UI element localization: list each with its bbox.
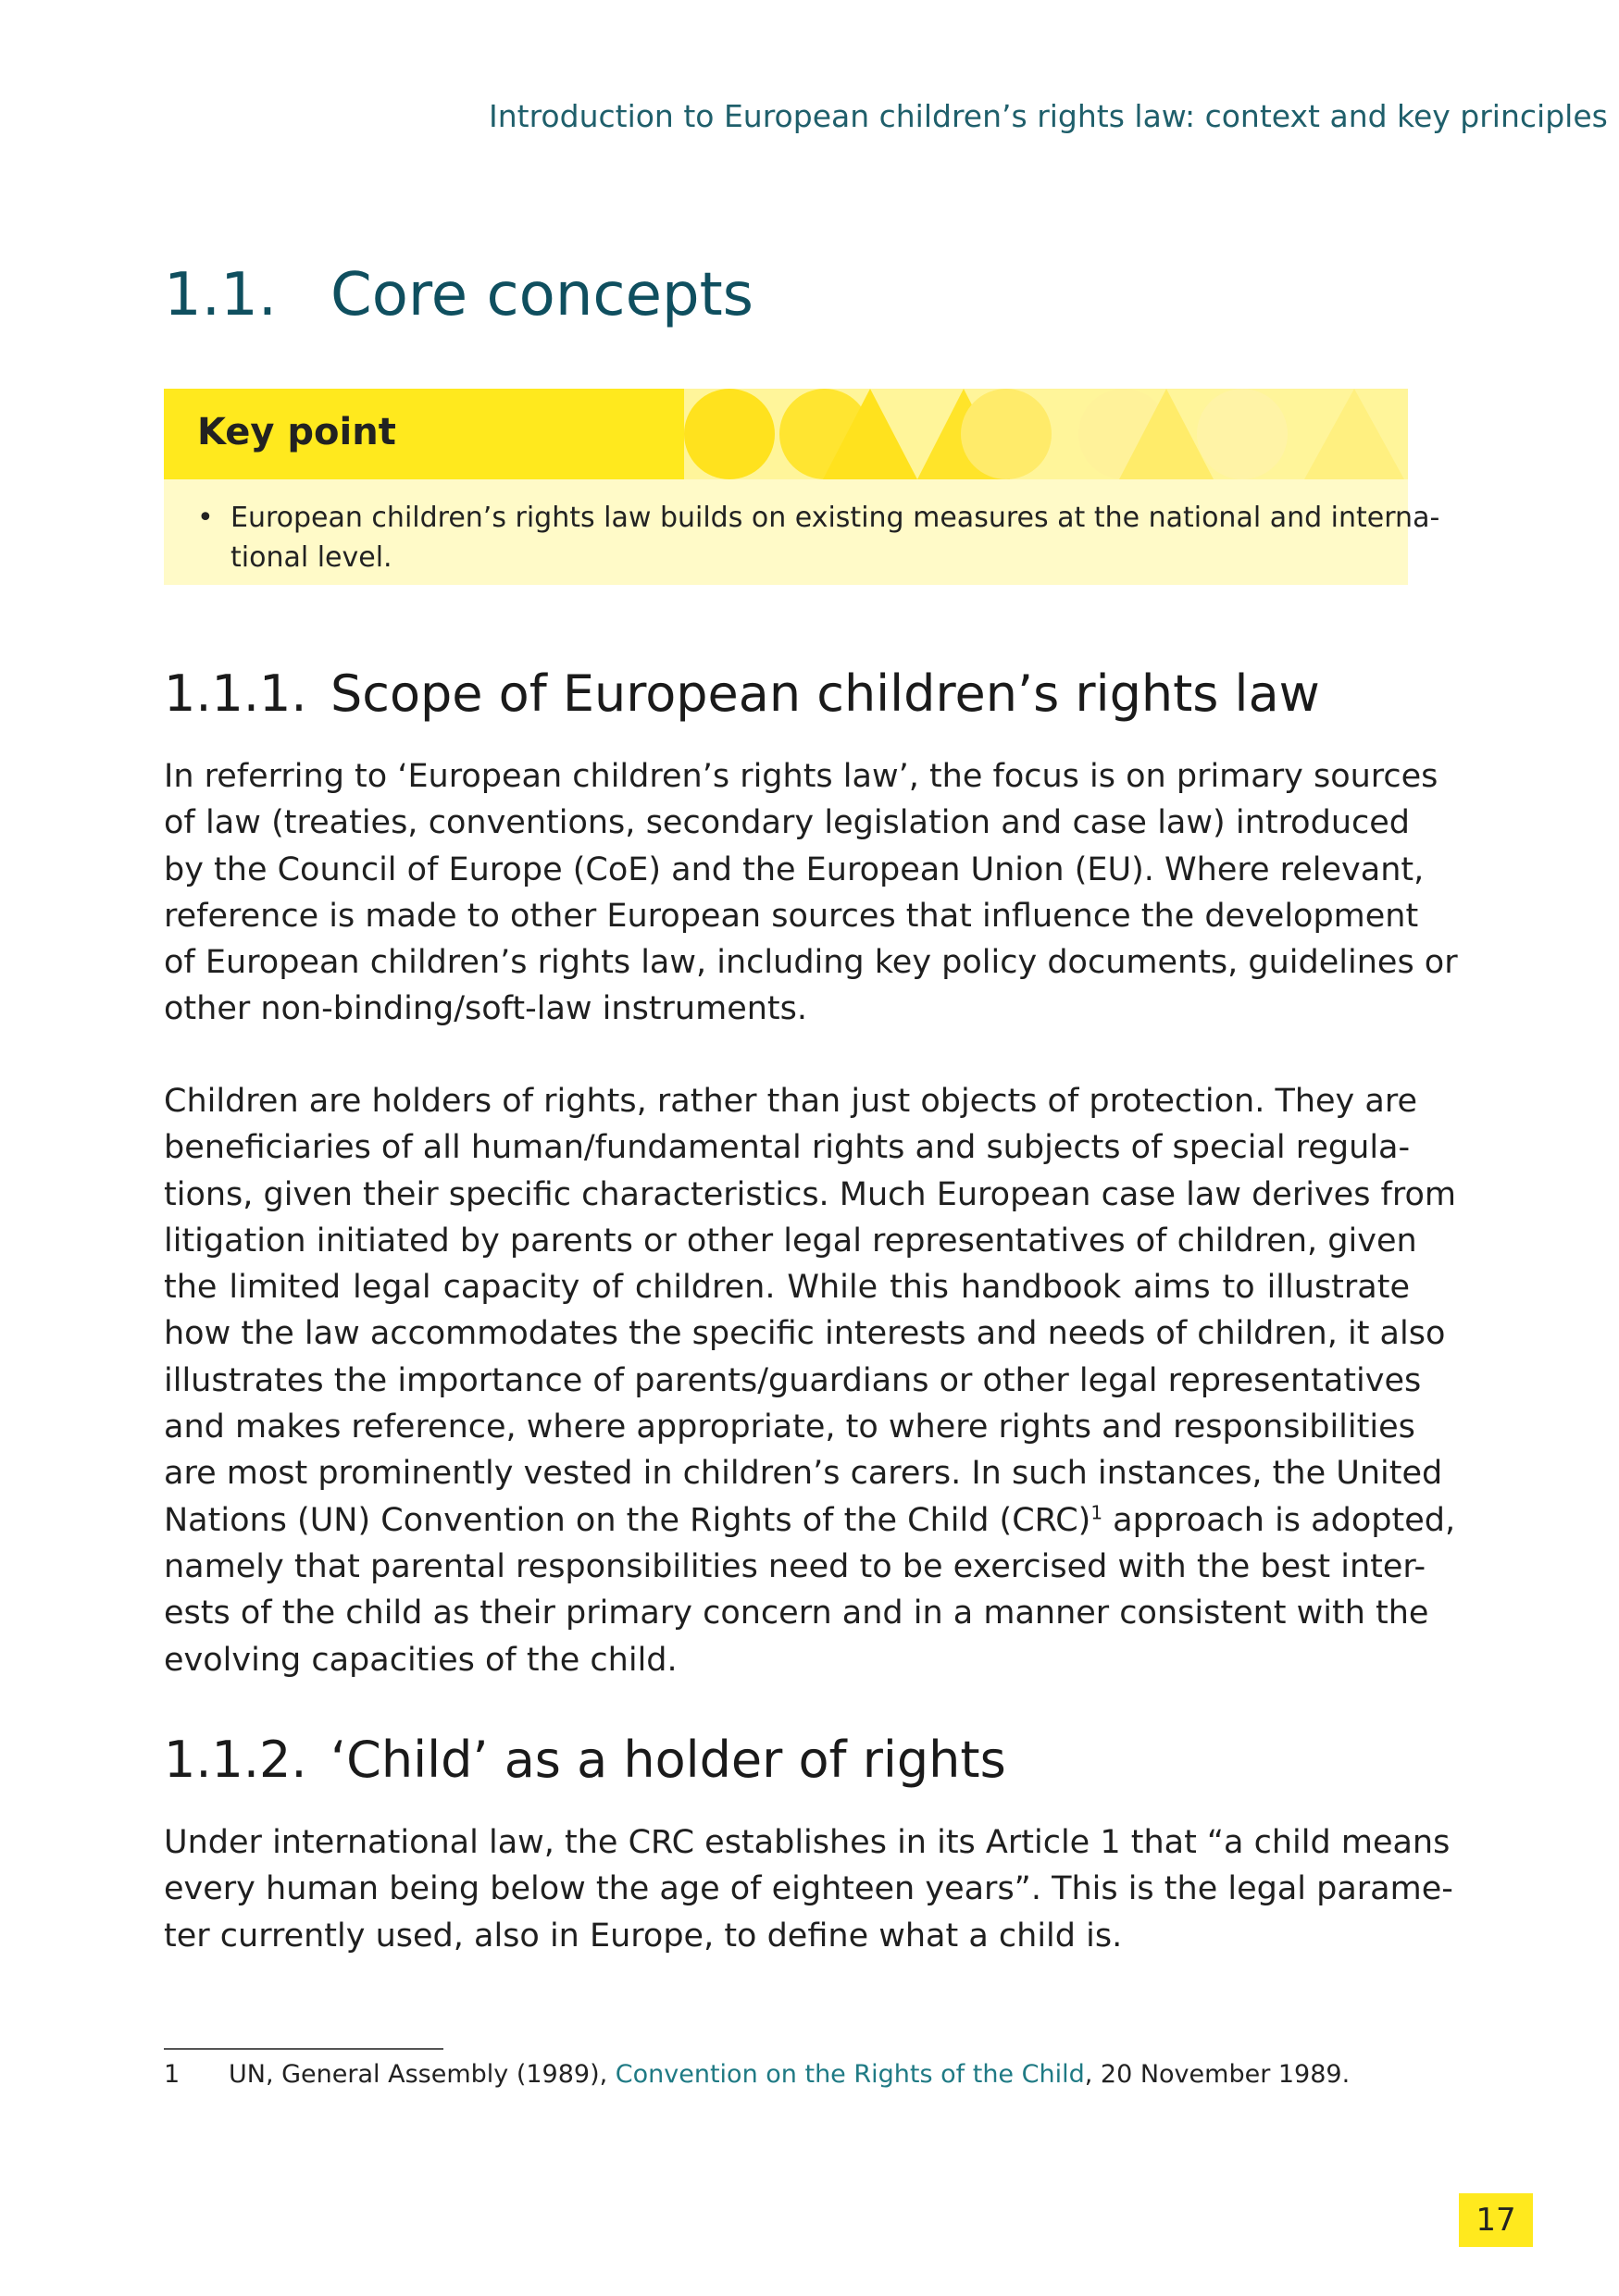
text-line: by the Council of Europe (CoE) and the European Union (EU). Where relevant,: [164, 850, 1425, 888]
section-title: Core concepts: [330, 261, 753, 329]
circle-shape: [684, 389, 775, 479]
text-line: ests of the child as their primary concern and in a manner consistent with the: [164, 1595, 1429, 1632]
footnote: [164, 2060, 1350, 2089]
section-number: 1.1.: [164, 261, 278, 329]
text-line: tions, given their specific characteristics. Much European case law derives from: [164, 1175, 1457, 1213]
paragraph-scope: [164, 753, 1458, 1033]
text-line: ter currently used, also in Europe, to define what a child is.: [164, 1917, 1123, 1955]
key-point-box: [164, 389, 1440, 585]
text-line: litigation initiated by parents or other legal representatives of children, given: [164, 1222, 1417, 1260]
subsection-heading-scope: [164, 664, 1320, 723]
paragraph-children-rights: [164, 1078, 1457, 1683]
text-line: evolving capacities of the child.: [164, 1641, 678, 1679]
text-line: other non-binding/soft-law instruments.: [164, 990, 807, 1028]
text-line: of law (treaties, conventions, secondary legislation and case law) introduced: [164, 804, 1410, 842]
text-line: Under international law, the CRC establishes in its Article 1 that “a child means: [164, 1824, 1451, 1861]
bullet-icon: •: [197, 502, 214, 534]
text-segment: approach is adopted,: [1102, 1501, 1456, 1539]
footnote-number: 1: [164, 2060, 181, 2089]
footnote-link[interactable]: Convention on the Rights of the Child: [615, 2060, 1085, 2089]
subsection-title: ‘Child’ as a holder of rights: [330, 1731, 1006, 1789]
text-line: Children are holders of rights, rather than just objects of protection. They are: [164, 1083, 1417, 1120]
footnote-text: , 20 November 1989.: [1084, 2060, 1351, 2089]
key-point-title: Key point: [197, 411, 396, 453]
text-line: beneficiaries of all human/fundamental rights and subjects of special regula-: [164, 1129, 1411, 1167]
footnote-divider: [164, 2048, 443, 2050]
footnote-text: UN, General Assembly (1989),: [229, 2060, 616, 2089]
text-line: European children’s rights law builds on existing measures at the national and interna-: [230, 502, 1440, 534]
text-segment: Nations (UN) Convention on the Rights of the Child (CRC): [164, 1501, 1091, 1539]
running-header: Introduction to European children’s rights law: context and key principles: [489, 98, 1608, 134]
triangle-shape: [1304, 389, 1404, 479]
decorative-shapes-pattern: [684, 389, 1408, 479]
text-line: namely that parental responsibilities need to be exercised with the best inter-: [164, 1547, 1426, 1585]
footnote-reference[interactable]: 1: [1090, 1501, 1103, 1524]
subsection-number: 1.1.1.: [164, 664, 307, 723]
text-line: every human being below the age of eighteen years”. This is the legal parame-: [164, 1870, 1453, 1908]
subsection-heading-child: [164, 1731, 1006, 1789]
text-line: how the law accommodates the specific interests and needs of children, it also: [164, 1315, 1446, 1353]
text-line: the limited legal capacity of children. While this handbook aims to illustrate: [164, 1269, 1410, 1307]
text-line: reference is made to other European sources that influence the development: [164, 897, 1419, 935]
text-line: tional level.: [230, 541, 392, 574]
page-number: 17: [1459, 2193, 1533, 2247]
text-line: In referring to ‘European children’s rights law’, the focus is on primary sources: [164, 758, 1438, 795]
circle-shape: [1197, 389, 1288, 479]
subsection-title: Scope of European children’s rights law: [330, 664, 1320, 723]
text-line: are most prominently vested in children’s carers. In such instances, the United: [164, 1455, 1443, 1493]
text-line: of European children’s rights law, including key policy documents, guidelines or: [164, 944, 1458, 982]
section-heading: [164, 261, 753, 329]
paragraph-child-definition: [164, 1819, 1453, 1959]
text-line-with-footnote: [164, 1497, 1456, 1544]
text-line: illustrates the importance of parents/guardians or other legal representatives: [164, 1361, 1422, 1399]
subsection-number: 1.1.2.: [164, 1731, 307, 1789]
text-line: and makes reference, where appropriate, to where rights and responsibilities: [164, 1409, 1415, 1446]
circle-shape: [961, 389, 1052, 479]
